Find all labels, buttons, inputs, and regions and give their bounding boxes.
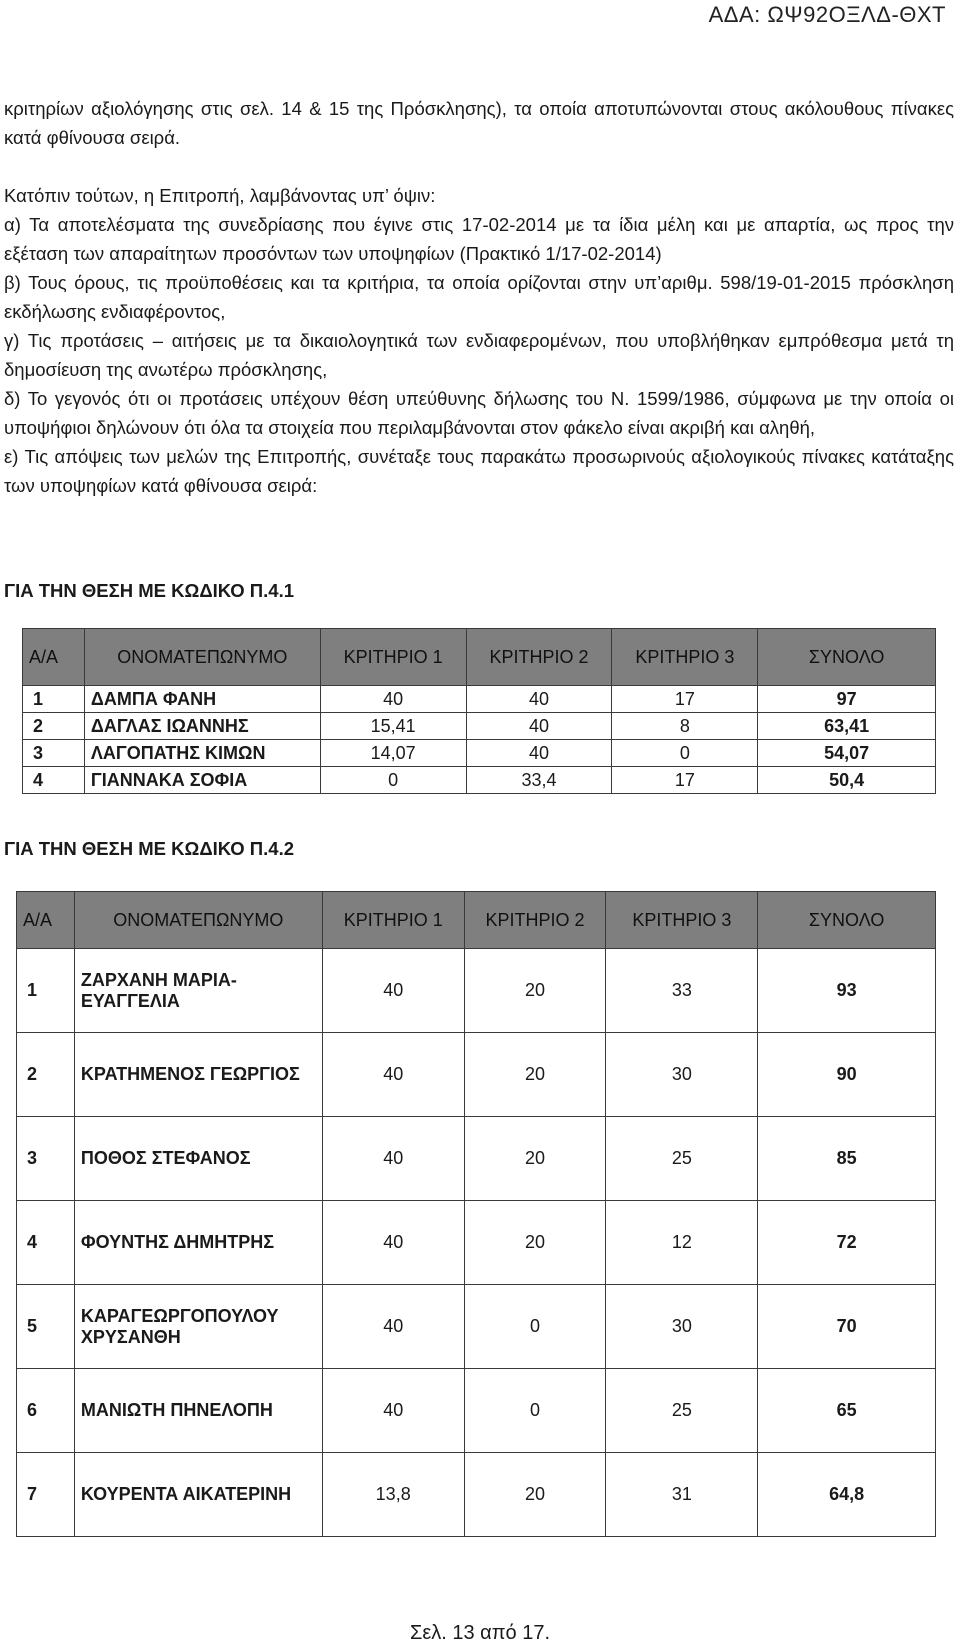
cell-k1: 0 [320,767,466,794]
cell-k3: 31 [606,1453,758,1537]
table-header-row [17,892,936,949]
cell-aa: 5 [17,1285,75,1369]
cell-aa: 6 [17,1369,75,1453]
cell-k1: 40 [322,1117,464,1201]
table-row [17,1369,936,1453]
cell-aa: 3 [17,1117,75,1201]
cell-aa: 4 [17,1201,75,1285]
cell-k1: 40 [322,1033,464,1117]
paragraph-intro: κριτηρίων αξιολόγησης στις σελ. 14 & 15 της Πρόσκλησης), τα οποία αποτυπώνονται στους ακόλουθους πίνακες κατά φθίνουσα σειρά. [4,98,954,148]
cell-name: ΚΑΡΑΓΕΩΡΓΟΠΟΥΛΟΥ ΧΡΥΣΑΝΘΗ [74,1285,322,1369]
paragraph-d: δ) Το γεγονός ότι οι προτάσεις υπέχουν θέση υπεύθυνης δήλωσης του Ν. 1599/1986, σύμφωνα με την οποία οι υποψήφιοι δηλώνουν ότι όλα τα στοιχεία που περιλαμβάνονται στον φάκελο είναι ακριβή και αληθή, [4,388,954,438]
cell-name: ΔΑΓΛΑΣ ΙΩΑΝΝΗΣ [84,713,320,740]
column-header-k2: ΚΡΙΤΗΡΙΟ 2 [464,892,606,949]
ranking-table-p42 [16,891,936,1537]
cell-k1: 13,8 [322,1453,464,1537]
cell-aa: 7 [17,1453,75,1537]
cell-k2: 20 [464,949,606,1033]
ranking-table-p41 [22,628,936,794]
paragraph-considering: Κατόπιν τούτων, η Επιτροπή, λαμβάνοντας υπ’ όψιν: [4,185,436,206]
cell-k1: 40 [322,1285,464,1369]
cell-k2: 20 [464,1033,606,1117]
cell-k1: 40 [322,1201,464,1285]
cell-total: 72 [758,1201,936,1285]
table-row [17,1285,936,1369]
column-header-k2: ΚΡΙΤΗΡΙΟ 2 [466,629,612,686]
cell-name: ΚΟΥΡΕΝΤΑ ΑΙΚΑΤΕΡΙΝΗ [74,1453,322,1537]
table-row [17,1453,936,1537]
paragraph-gap [4,152,954,181]
cell-total: 50,4 [758,767,936,794]
cell-aa: 1 [17,949,75,1033]
cell-aa: 2 [17,1033,75,1117]
cell-k2: 40 [466,740,612,767]
table-header-row [23,629,936,686]
cell-aa: 2 [23,713,85,740]
cell-name: ΠΟΘΟΣ ΣΤΕΦΑΝΟΣ [74,1117,322,1201]
column-header-total: ΣΥΝΟΛΟ [758,892,936,949]
column-header-aa: Α/Α [23,629,85,686]
document-body [4,94,954,500]
cell-k1: 40 [322,1369,464,1453]
paragraph-a: α) Τα αποτελέσματα της συνεδρίασης που έγινε στις 17-02-2014 με τα ίδια μέλη και με απαρτία, ως προς την εξέταση των απαραίτητων προσόντων των υποψηφίων (Πρακτικό 1/17-02-2014) [4,214,954,264]
cell-k1: 14,07 [320,740,466,767]
paragraph-c: γ) Τις προτάσεις – αιτήσεις με τα δικαιολογητικά των ενδιαφερομένων, που υποβλήθηκαν εμπρόθεσμα μετά τη δημοσίευση της ανωτέρω πρόσκλησης, [4,330,954,380]
cell-total: 63,41 [758,713,936,740]
column-header-name: ΟΝΟΜΑΤΕΠΩΝΥΜΟ [74,892,322,949]
cell-k1: 40 [322,949,464,1033]
column-header-aa: Α/Α [17,892,75,949]
cell-total: 70 [758,1285,936,1369]
column-header-name: ΟΝΟΜΑΤΕΠΩΝΥΜΟ [84,629,320,686]
cell-total: 64,8 [758,1453,936,1537]
cell-k2: 40 [466,686,612,713]
cell-k3: 8 [612,713,758,740]
cell-k1: 40 [320,686,466,713]
table-row [17,1201,936,1285]
cell-total: 97 [758,686,936,713]
cell-k2: 0 [464,1369,606,1453]
cell-name: ΦΟΥΝΤΗΣ ΔΗΜΗΤΡΗΣ [74,1201,322,1285]
column-header-k3: ΚΡΙΤΗΡΙΟ 3 [612,629,758,686]
cell-name: ΛΑΓΟΠΑΤΗΣ ΚΙΜΩΝ [84,740,320,767]
column-header-k1: ΚΡΙΤΗΡΙΟ 1 [320,629,466,686]
ada-code: ΑΔΑ: ΩΨ92ΟΞΛΔ-ΘΧΤ [708,2,946,27]
paragraph-b: β) Τους όρους, τις προϋποθέσεις και τα κριτήρια, τα οποία ορίζονται στην υπ’αριθμ. 598/19-01-2015 πρόσκληση εκδήλωσης ενδιαφέροντος, [4,272,954,322]
column-header-total: ΣΥΝΟΛΟ [758,629,936,686]
cell-k2: 20 [464,1453,606,1537]
cell-k1: 15,41 [320,713,466,740]
cell-name: ΓΙΑΝΝΑΚΑ ΣΟΦΙΑ [84,767,320,794]
cell-total: 85 [758,1117,936,1201]
column-header-k1: ΚΡΙΤΗΡΙΟ 1 [322,892,464,949]
cell-aa: 1 [23,686,85,713]
table-row [17,1033,936,1117]
table-row [17,1117,936,1201]
cell-k2: 33,4 [466,767,612,794]
cell-name: ΖΑΡΧΑΝΗ ΜΑΡΙΑ-ΕΥΑΓΓΕΛΙΑ [74,949,322,1033]
cell-k3: 33 [606,949,758,1033]
cell-name: ΜΑΝΙΩΤΗ ΠΗΝΕΛΟΠΗ [74,1369,322,1453]
table-row [23,740,936,767]
cell-aa: 3 [23,740,85,767]
cell-total: 90 [758,1033,936,1117]
cell-k3: 17 [612,686,758,713]
table-row [17,949,936,1033]
cell-k3: 12 [606,1201,758,1285]
cell-total: 54,07 [758,740,936,767]
cell-k3: 25 [606,1369,758,1453]
table2-heading: ΓΙΑ ΤΗΝ ΘΕΣΗ ΜΕ ΚΩΔΙΚΟ Π.4.2 [4,838,295,859]
cell-k3: 30 [606,1285,758,1369]
cell-k2: 0 [464,1285,606,1369]
table-row [23,713,936,740]
cell-name: ΔΑΜΠΑ ΦΑΝΗ [84,686,320,713]
cell-total: 93 [758,949,936,1033]
table1-heading: ΓΙΑ ΤΗΝ ΘΕΣΗ ΜΕ ΚΩΔΙΚΟ Π.4.1 [4,580,295,601]
cell-total: 65 [758,1369,936,1453]
column-header-k3: ΚΡΙΤΗΡΙΟ 3 [606,892,758,949]
cell-aa: 4 [23,767,85,794]
paragraph-e: ε) Τις απόψεις των μελών της Επιτροπής, συνέταξε τους παρακάτω προσωρινούς αξιολογικούς πίνακες κατάταξης των υποψηφίων κατά φθίνουσα σειρά: [4,446,954,496]
cell-k2: 20 [464,1117,606,1201]
cell-k3: 25 [606,1117,758,1201]
table-row [23,686,936,713]
cell-k2: 20 [464,1201,606,1285]
page-number: Σελ. 13 από 17. [409,1622,551,1644]
cell-name: ΚΡΑΤΗΜΕΝΟΣ ΓΕΩΡΓΙΟΣ [74,1033,322,1117]
cell-k3: 30 [606,1033,758,1117]
cell-k3: 0 [612,740,758,767]
cell-k2: 40 [466,713,612,740]
cell-k3: 17 [612,767,758,794]
table-row [23,767,936,794]
